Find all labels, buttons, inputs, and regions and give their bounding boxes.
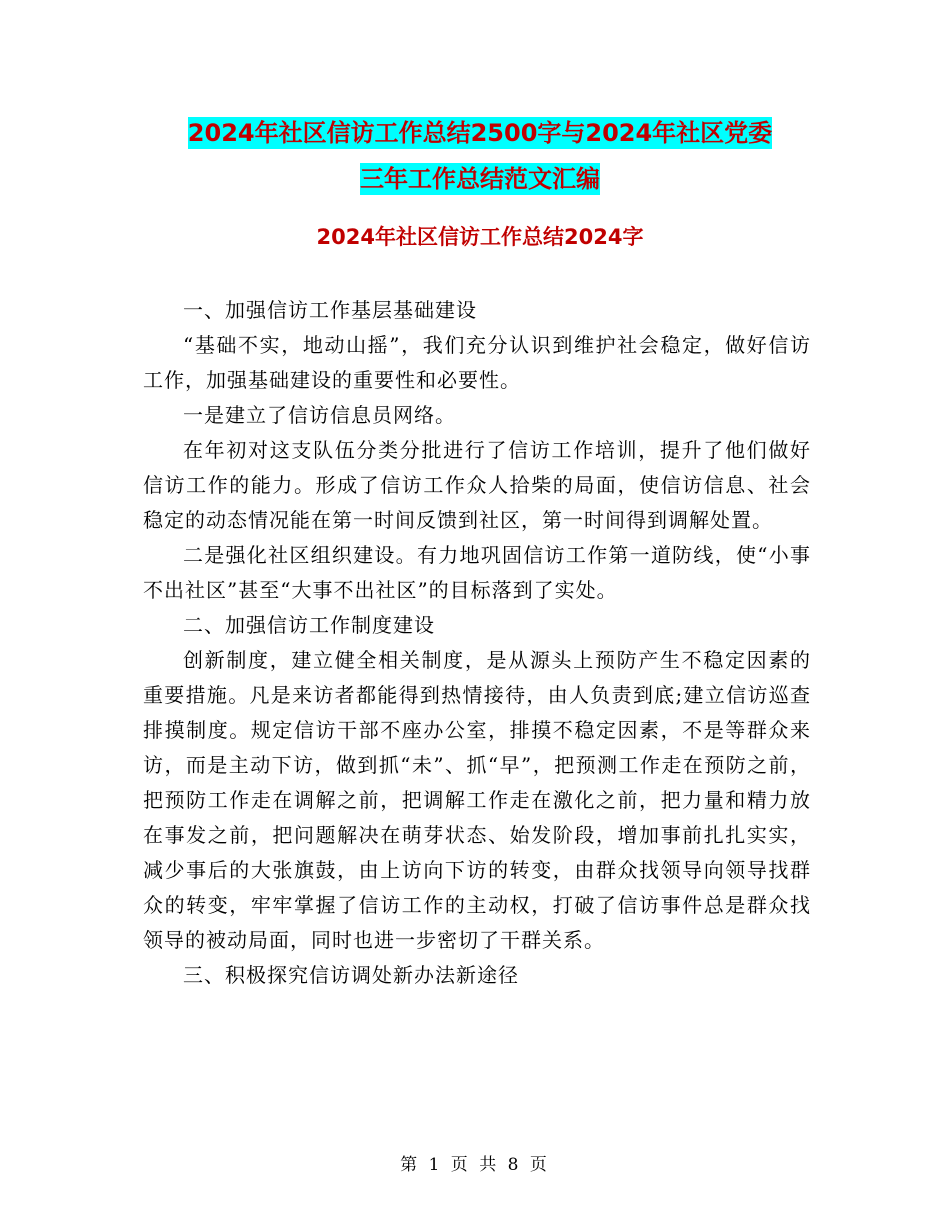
document-title [140,110,820,202]
body-paragraph: 二是强化社区组织建设。有力地巩固信访工作第一道防线，使“小事不出社区”甚至“大事不出社区”的目标落到了实处。 [143,543,811,602]
section-subtitle: 2024年社区信访工作总结2024字 [316,225,644,249]
body-paragraph: 在年初对这支队伍分类分批进行了信访工作培训，提升了他们做好信访工作的能力。形成了信访工作众人拾柴的局面，使信访信息、社会稳定的动态情况能在第一时间反馈到社区，第一时间得到调解处置。 [143,438,811,532]
body-paragraph: 创新制度，建立健全相关制度，是从源头上预防产生不稳定因素的重要措施。凡是来访者都能得到热情接待，由人负责到底;建立信访巡查排摸制度。规定信访干部不座办公室，排摸不稳定因素，不是等群众来访，而是主动下访，做到抓“未”、抓“早”，把预测工作走在预防之前，把预防工作走在调解之前，把调解工作走在激化之前，把力量和精力放在事发之前，把问题解决在萌芽状态、始发阶段，增加事前扎扎实实，减少事后的大张旗鼓，由上访向下访的转变，由群众找领导向领导找群众的转变，牢牢掌握了信访工作的主动权，打破了信访事件总是群众找领导的被动局面，同时也进一步密切了干群关系。 [143,648,811,952]
heading-paragraph: 二、加强信访工作制度建设 [183,613,435,637]
title-line-1: 2024年社区信访工作总结2500字与2024年社区党委 [187,119,773,147]
document-body [143,293,811,993]
body-paragraph: 一是建立了信访信息员网络。 [183,403,456,427]
heading-paragraph: 一、加强信访工作基层基础建设 [183,298,477,322]
body-paragraph: “基础不实，地动山摇”，我们充分认识到维护社会稳定，做好信访工作，加强基础建设的重要性和必要性。 [143,333,811,392]
page-footer: 第 1 页 共 8 页 [400,1155,550,1175]
heading-paragraph: 三、积极探究信访调处新办法新途径 [183,963,519,987]
title-line-2: 三年工作总结范文汇编 [360,165,600,193]
